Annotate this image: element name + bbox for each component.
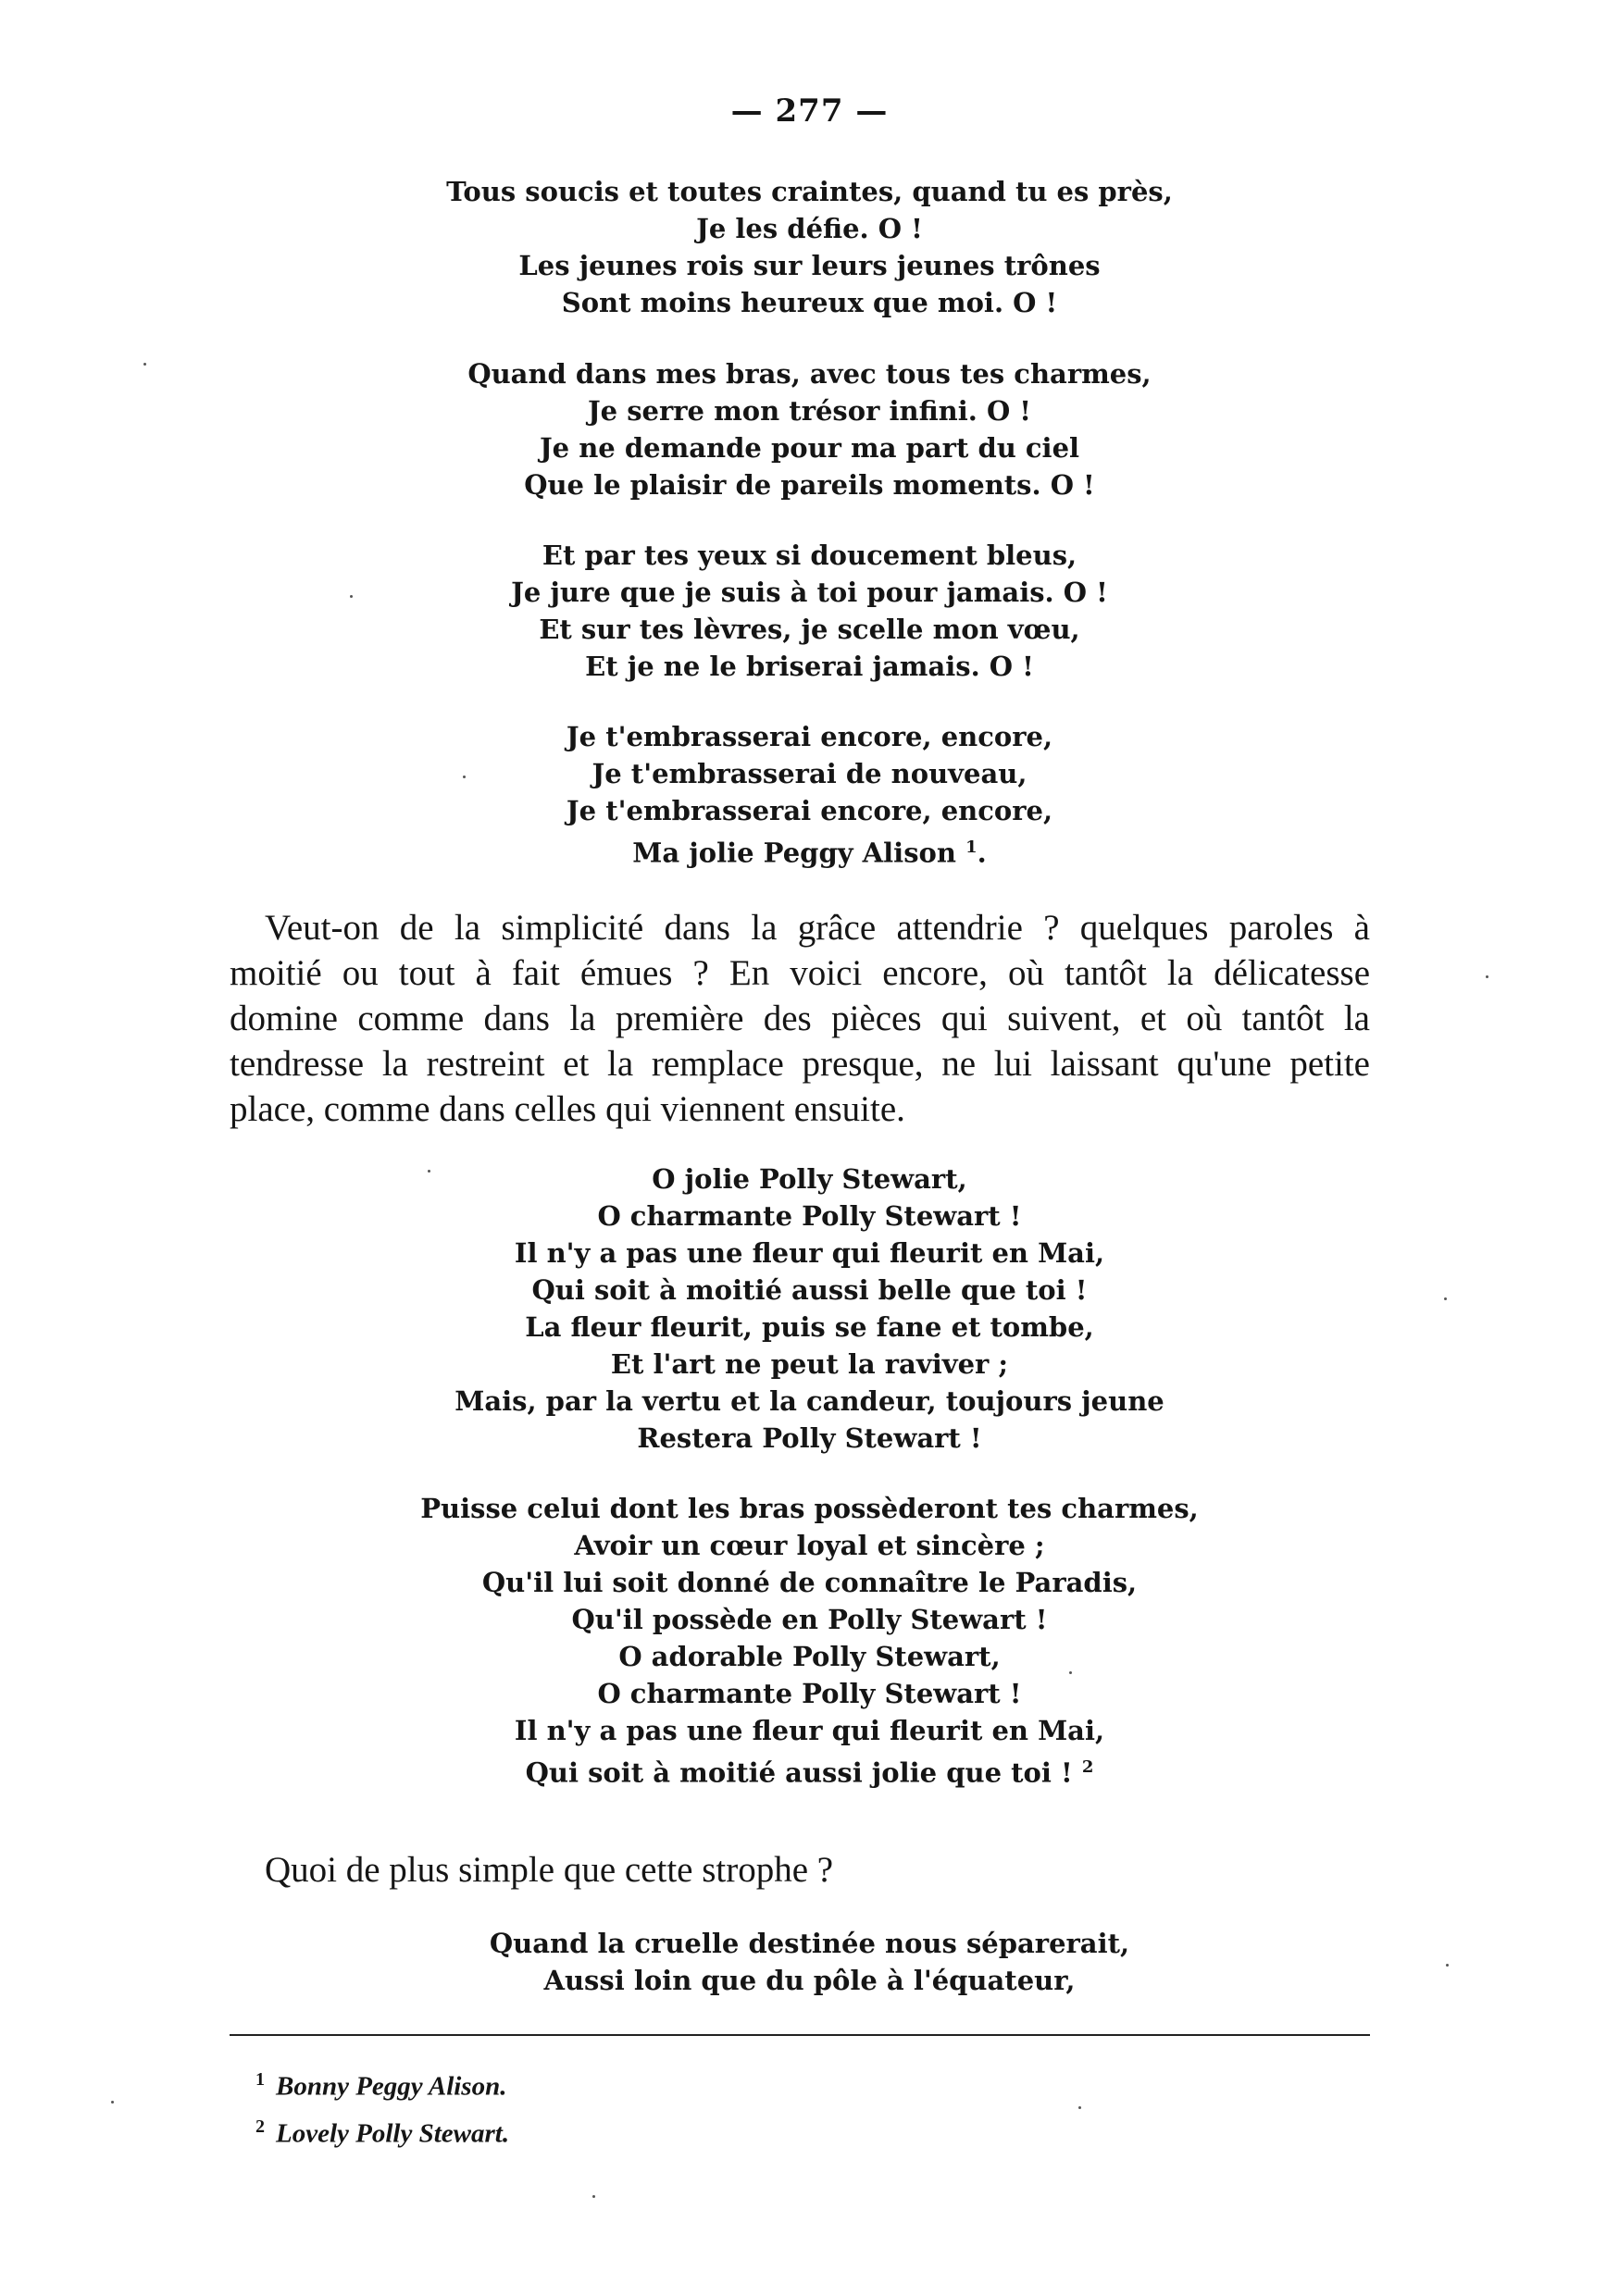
scan-speck — [428, 1170, 430, 1173]
verse-line: Qu'il possède en Polly Stewart ! — [571, 1604, 1048, 1635]
footnote-ref[interactable]: 1 — [965, 838, 978, 857]
scan-speck — [1446, 1964, 1449, 1967]
verse-line: Les jeunes rois sur leurs jeunes trônes — [518, 250, 1101, 281]
stanza — [0, 1490, 1619, 1792]
verse-line: Que le plaisir de pareils moments. O ! — [524, 469, 1095, 501]
verse-line-text: Qui soit à moitié aussi jolie que toi ! — [525, 1756, 1073, 1789]
prose-line: domine comme dans la première des pièces qui suivent, et où tantôt la — [230, 999, 1370, 1038]
verse-line: O adorable Polly Stewart, — [618, 1641, 1001, 1672]
verse-line: Je jure que je suis à toi pour jamais. O ! — [511, 577, 1108, 608]
verse-line-text: Ma jolie Peggy Alison — [632, 837, 956, 869]
footnote-mark: 2 — [255, 2116, 265, 2137]
verse-line — [0, 1749, 1619, 1792]
verse-line: Et par tes yeux si doucement bleus, — [542, 540, 1077, 571]
verse-line: Qu'il lui soit donné de connaître le Paradis, — [481, 1567, 1138, 1598]
scan-speck — [592, 2195, 595, 2198]
scan-speck — [143, 363, 146, 366]
prose-line: Quoi de plus simple que cette strophe ? — [265, 1850, 834, 1890]
verse-line: Qui soit à moitié aussi belle que toi ! — [531, 1274, 1088, 1306]
verse-line: Avoir un cœur loyal et sincère ; — [574, 1530, 1045, 1561]
footnote — [255, 2060, 1089, 2107]
verse-line: Mais, par la vertu et la candeur, toujours jeune — [455, 1385, 1164, 1417]
prose-line: tendresse la restreint et la remplace presque, ne lui laissant qu'une petite — [230, 1044, 1370, 1084]
verse-line: La fleur fleurit, puis se fane et tombe, — [525, 1311, 1094, 1343]
verse-line: Je ne demande pour ma part du ciel — [539, 432, 1080, 464]
verse-line: Et sur tes lèvres, je scelle mon vœu, — [539, 614, 1080, 645]
verse-line: O charmante Polly Stewart ! — [597, 1200, 1022, 1232]
prose-line: place, comme dans celles qui viennent ensuite. — [230, 1089, 905, 1129]
verse-line: Il n'y a pas une fleur qui fleurit en Mai, — [514, 1237, 1105, 1269]
scan-speck — [1444, 1297, 1447, 1300]
verse-line: Sont moins heureux que moi. O ! — [561, 287, 1058, 318]
verse-line: Tous soucis et toutes craintes, quand tu es près, — [446, 176, 1173, 207]
prose-line: Veut-on de la simplicité dans la grâce attendrie ? quelques paroles à — [265, 908, 1370, 948]
prose-line: moitié ou tout à fait émues ? En voici encore, où tantôt la délicatesse — [230, 953, 1370, 993]
verse-line: Je serre mon trésor infini. O ! — [587, 395, 1032, 427]
footnote-ref[interactable]: 2 — [1081, 1757, 1094, 1777]
scan-speck — [350, 595, 353, 598]
verse-line: O charmante Polly Stewart ! — [597, 1678, 1022, 1709]
scan-speck — [463, 776, 466, 778]
stanza — [0, 537, 1619, 685]
stanza — [0, 1160, 1619, 1457]
stanza — [0, 718, 1619, 872]
verse-line: Ma jolie Peggy Alison $^1$. — [632, 837, 987, 869]
scan-speck — [1486, 975, 1488, 978]
verse-line: Je t'embrasserai encore, encore, — [566, 795, 1053, 826]
footnote-divider — [230, 2034, 1370, 2036]
footnote-text: Bonny Peggy Alison. — [276, 2071, 507, 2102]
footnote-mark: 1 — [255, 2069, 265, 2090]
verse-line: Je les défie. O ! — [696, 213, 923, 244]
prose-paragraph — [230, 905, 1370, 1132]
verse-line: Il n'y a pas une fleur qui fleurit en Mai, — [514, 1715, 1105, 1746]
verse-line: Et je ne le briserai jamais. O ! — [585, 651, 1034, 682]
verse-line: Aussi loin que du pôle à l'équateur, — [543, 1965, 1076, 1996]
footnote — [255, 2107, 1089, 2154]
stanza — [0, 173, 1619, 321]
footnotes — [255, 2060, 1089, 2153]
verse-line: Je t'embrasserai de nouveau, — [592, 758, 1027, 789]
verse-line: Je t'embrasserai encore, encore, — [566, 721, 1053, 752]
scan-speck — [1078, 2106, 1081, 2109]
verse-line: Puisse celui dont les bras possèderont tes charmes, — [420, 1493, 1199, 1524]
stanza — [0, 1925, 1619, 1999]
verse-line: Quand la cruelle destinée nous séparerait, — [489, 1928, 1130, 1959]
footnote-text: Lovely Polly Stewart. — [276, 2118, 510, 2149]
prose-paragraph — [230, 1847, 1370, 1893]
verse-line: Quand dans mes bras, avec tous tes charmes, — [467, 358, 1152, 390]
verse-line: O jolie Polly Stewart, — [652, 1163, 967, 1195]
verse-line: Restera Polly Stewart ! — [637, 1422, 982, 1454]
scan-speck — [1069, 1671, 1072, 1674]
stanza — [0, 355, 1619, 503]
verse-line: Et l'art ne peut la raviver ; — [610, 1348, 1009, 1380]
scan-speck — [111, 2101, 114, 2104]
page-number: — 277 — — [730, 93, 889, 130]
